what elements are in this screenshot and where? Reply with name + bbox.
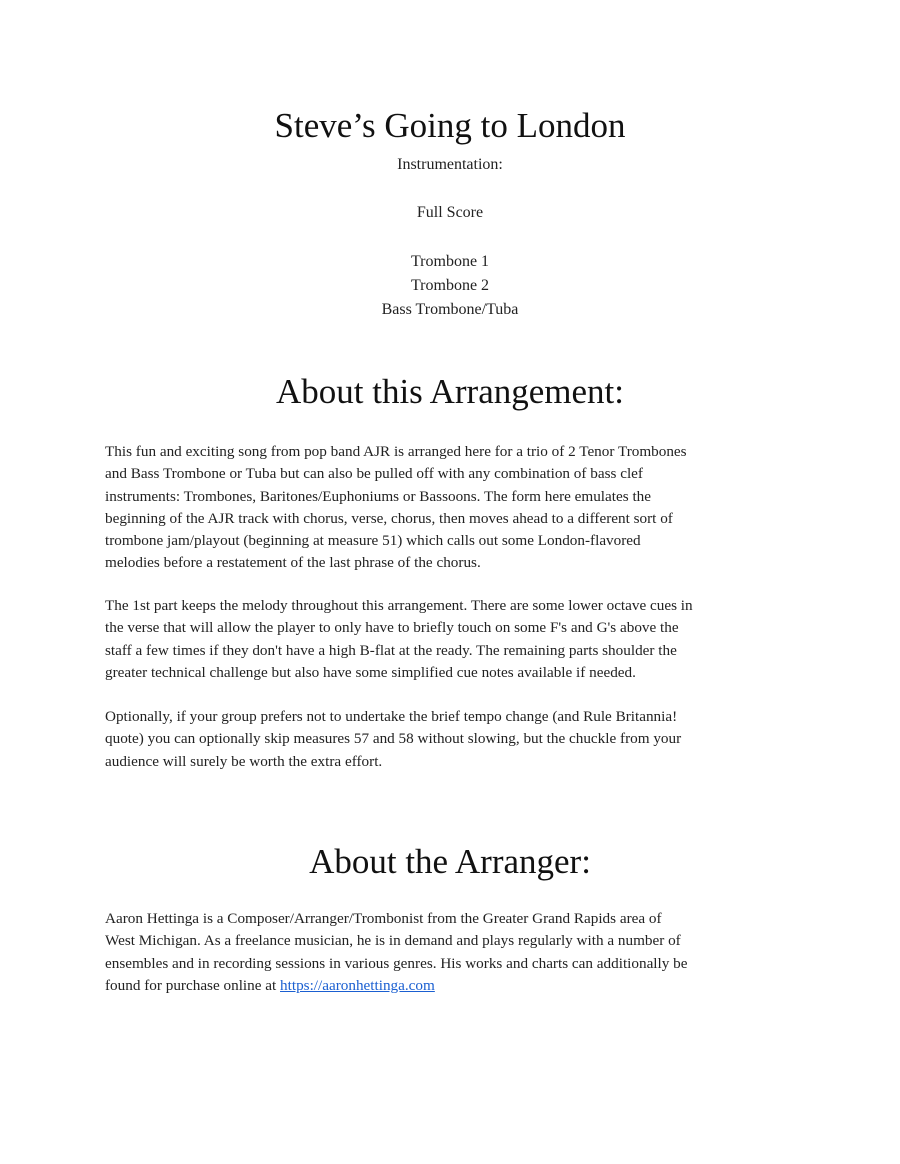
- paragraph-line: melodies before a restatement of the last phrase of the chorus.: [105, 554, 481, 572]
- paragraph-line: beginning of the AJR track with chorus, verse, chorus, then moves ahead to a different sort of: [105, 509, 673, 527]
- paragraph-line: greater technical challenge but also have some simplified cue notes available if needed.: [105, 663, 636, 681]
- arrangement-paragraph-3: [105, 706, 805, 773]
- paragraph-line: audience will surely be worth the extra effort.: [105, 752, 383, 770]
- paragraph-line: instruments: Trombones, Baritones/Euphoniums or Bassoons. The form here emulates the: [105, 487, 651, 505]
- paragraph-line: [105, 975, 805, 997]
- part-trombone-2: Trombone 2: [410, 277, 490, 294]
- paragraph-line: staff a few times if they don't have a high B-flat at the ready. The remaining parts shoulder the: [105, 641, 677, 659]
- paragraph-line: This fun and exciting song from pop band AJR is arranged here for a trio of 2 Tenor Trombones: [105, 443, 687, 460]
- part-bass-trombone-tuba: Bass Trombone/Tuba: [381, 301, 519, 318]
- about-arrangement-heading: About this Arrangement:: [275, 372, 624, 411]
- paragraph-line: Optionally, if your group prefers not to undertake the brief tempo change (and Rule Britannia!: [105, 708, 678, 725]
- part-trombone-1: Trombone 1: [410, 253, 490, 270]
- arranger-paragraph: [105, 908, 805, 997]
- paragraph-line: quote) you can optionally skip measures 57 and 58 without slowing, but the chuckle from your: [105, 730, 682, 748]
- arrangement-paragraph-1: [105, 441, 805, 575]
- paragraph-line: and Bass Trombone or Tuba but can also be pulled off with any combination of bass clef: [105, 465, 643, 483]
- paragraph-line: trombone jam/playout (beginning at measure 51) which calls out some London-flavored: [105, 532, 641, 550]
- instrumentation-label: Instrumentation:: [397, 156, 503, 173]
- website-link[interactable]: https://aaronhettinga.com: [280, 976, 435, 994]
- about-arranger-heading: About the Arranger:: [309, 842, 591, 881]
- paragraph-line: The 1st part keeps the melody throughout this arrangement. There are some lower octave cues in: [105, 597, 693, 614]
- paragraph-line: ensembles and in recording sessions in various genres. His works and charts can additionally be: [105, 954, 688, 972]
- purchase-text: found for purchase online at: [105, 976, 281, 994]
- document-title: Steve’s Going to London: [274, 106, 626, 145]
- paragraph-line: West Michigan. As a freelance musician, he is in demand and plays regularly with a number of: [105, 932, 681, 950]
- paragraph-line: the verse that will allow the player to only have to briefly touch on some F's and G's above the: [105, 619, 679, 637]
- full-score-label: Full Score: [416, 204, 484, 221]
- paragraph-line: Aaron Hettinga is a Composer/Arranger/Trombonist from the Greater Grand Rapids area of: [105, 910, 662, 927]
- arrangement-paragraph-2: [105, 595, 805, 684]
